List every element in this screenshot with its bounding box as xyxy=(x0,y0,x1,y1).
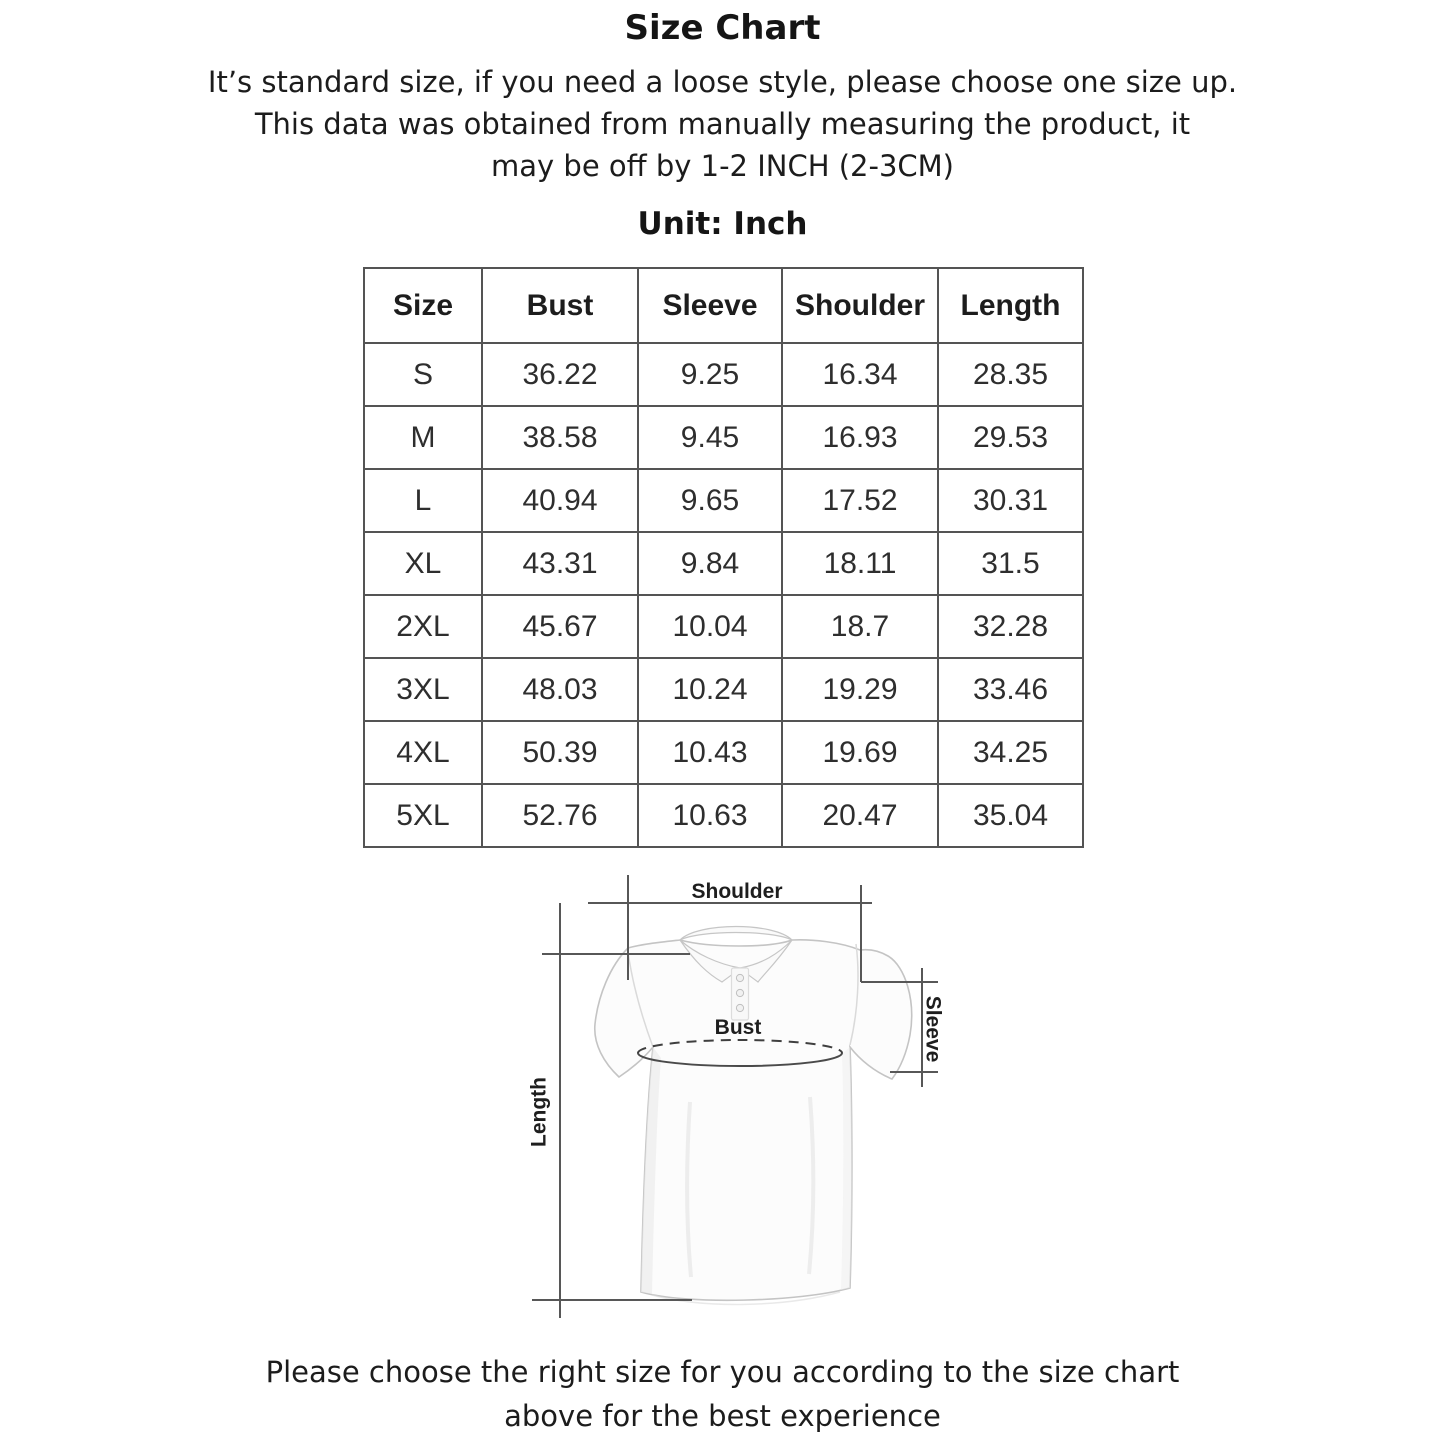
polo-shirt-illustration xyxy=(595,927,912,1305)
value-cell: 16.34 xyxy=(782,343,938,406)
size-note-line-1: It’s standard size, if you need a loose style, please choose one size up. xyxy=(207,65,1238,99)
size-cell: S xyxy=(364,343,482,406)
column-header: Sleeve xyxy=(638,268,782,343)
footer-note-line-1: Please choose the right size for you according to the size chart xyxy=(265,1355,1180,1389)
value-cell: 30.31 xyxy=(938,469,1083,532)
column-header: Size xyxy=(364,268,482,343)
table-row xyxy=(364,469,1083,532)
value-cell: 10.43 xyxy=(638,721,782,784)
size-table-body xyxy=(364,343,1083,847)
size-cell: 4XL xyxy=(364,721,482,784)
footer-note-line-2: above for the best experience xyxy=(504,1399,941,1433)
value-cell: 18.11 xyxy=(782,532,938,595)
value-cell: 48.03 xyxy=(482,658,638,721)
size-cell: M xyxy=(364,406,482,469)
value-cell: 9.65 xyxy=(638,469,782,532)
value-cell: 9.25 xyxy=(638,343,782,406)
footer-note xyxy=(0,1350,1445,1438)
table-row xyxy=(364,406,1083,469)
size-cell: XL xyxy=(364,532,482,595)
size-note-line-3: may be off by 1-2 INCH (2-3CM) xyxy=(491,149,954,183)
size-cell: 5XL xyxy=(364,784,482,847)
value-cell: 19.29 xyxy=(782,658,938,721)
value-cell: 29.53 xyxy=(938,406,1083,469)
bust-label: Bust xyxy=(714,1016,762,1039)
size-cell: L xyxy=(364,469,482,532)
value-cell: 43.31 xyxy=(482,532,638,595)
table-row xyxy=(364,784,1083,847)
value-cell: 17.52 xyxy=(782,469,938,532)
value-cell: 45.67 xyxy=(482,595,638,658)
collar-back-band xyxy=(680,927,792,941)
value-cell: 9.45 xyxy=(638,406,782,469)
value-cell: 38.58 xyxy=(482,406,638,469)
button-2 xyxy=(736,989,743,996)
column-header: Length xyxy=(938,268,1083,343)
table-row xyxy=(364,595,1083,658)
value-cell: 16.93 xyxy=(782,406,938,469)
table-row xyxy=(364,658,1083,721)
size-table xyxy=(363,267,1084,848)
column-header: Bust xyxy=(482,268,638,343)
value-cell: 19.69 xyxy=(782,721,938,784)
size-table-header-row xyxy=(364,268,1083,343)
page-title: Size Chart xyxy=(624,8,821,48)
value-cell: 40.94 xyxy=(482,469,638,532)
value-cell: 10.63 xyxy=(638,784,782,847)
value-cell: 35.04 xyxy=(938,784,1083,847)
length-label: Length xyxy=(527,1077,551,1147)
size-note-line-2: This data was obtained from manually measuring the product, it xyxy=(254,107,1191,141)
measurement-diagram xyxy=(500,862,980,1332)
value-cell: 20.47 xyxy=(782,784,938,847)
value-cell: 32.28 xyxy=(938,595,1083,658)
table-row xyxy=(364,721,1083,784)
value-cell: 34.25 xyxy=(938,721,1083,784)
value-cell: 50.39 xyxy=(482,721,638,784)
table-row xyxy=(364,343,1083,406)
value-cell: 10.24 xyxy=(638,658,782,721)
value-cell: 31.5 xyxy=(938,532,1083,595)
shoulder-label: Shoulder xyxy=(691,880,783,903)
value-cell: 18.7 xyxy=(782,595,938,658)
column-header: Shoulder xyxy=(782,268,938,343)
sleeve-label: Sleeve xyxy=(921,995,945,1063)
value-cell: 52.76 xyxy=(482,784,638,847)
value-cell: 28.35 xyxy=(938,343,1083,406)
value-cell: 36.22 xyxy=(482,343,638,406)
unit-label: Unit: Inch xyxy=(637,206,808,242)
value-cell: 9.84 xyxy=(638,532,782,595)
button-1 xyxy=(736,974,743,981)
size-note xyxy=(0,61,1445,187)
value-cell: 10.04 xyxy=(638,595,782,658)
value-cell: 33.46 xyxy=(938,658,1083,721)
size-cell: 3XL xyxy=(364,658,482,721)
table-row xyxy=(364,532,1083,595)
size-cell: 2XL xyxy=(364,595,482,658)
button-3 xyxy=(736,1004,743,1011)
